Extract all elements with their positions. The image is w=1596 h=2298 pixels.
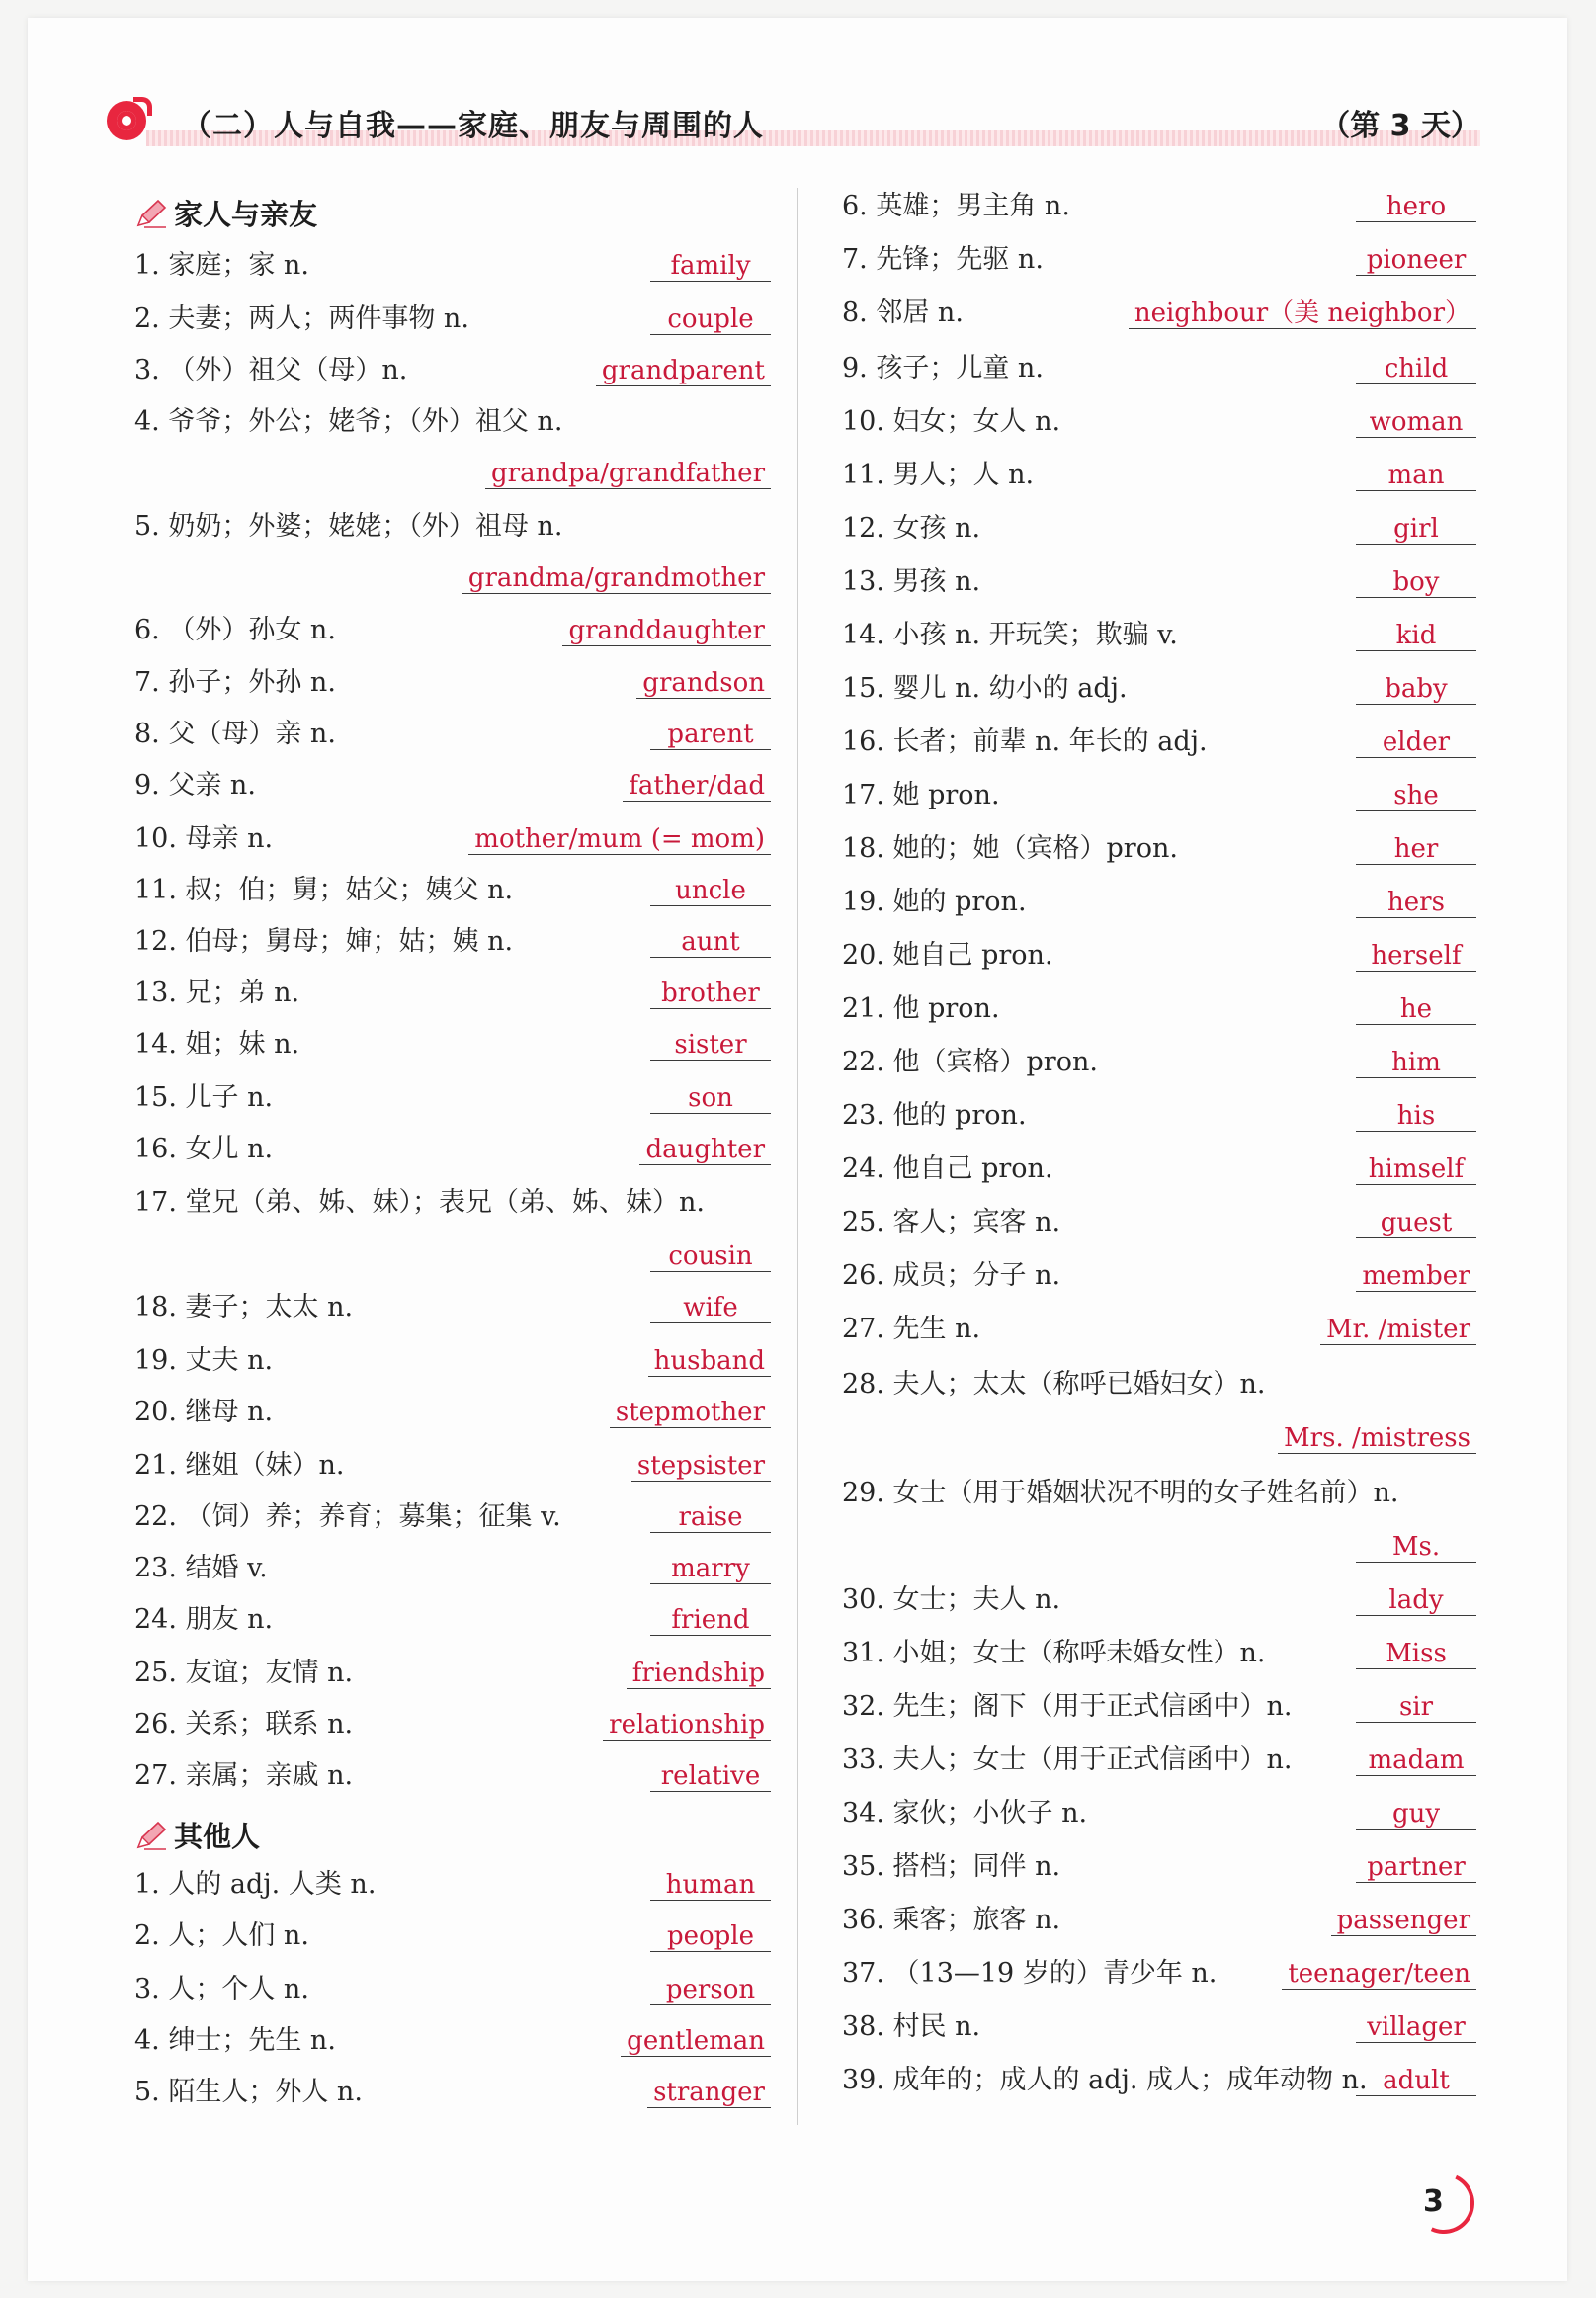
- item-answer: pioneer: [1356, 245, 1476, 276]
- item-answer: her: [1356, 834, 1476, 865]
- list-item: [842, 1368, 1494, 1453]
- item-answer: neighbour（美 neighbor）: [1129, 298, 1476, 329]
- list-item: [842, 1850, 1494, 1884]
- list-item: [842, 405, 1494, 439]
- item-answer: daughter: [639, 1135, 771, 1165]
- item-answer: marry: [650, 1554, 771, 1584]
- list-item: [134, 1291, 787, 1324]
- day-label: （第 3 天）: [1320, 109, 1480, 143]
- list-item: [134, 1919, 787, 1953]
- item-prompt: 38. 村民 n.: [842, 2011, 981, 2042]
- list-item: [134, 1186, 787, 1271]
- item-answer: friend: [650, 1605, 771, 1636]
- list-item: [134, 1396, 787, 1429]
- item-answer: wife: [650, 1293, 771, 1323]
- item-answer: guest: [1356, 1208, 1476, 1238]
- item-prompt: 13. 男孩 n.: [842, 566, 981, 597]
- item-answer: brother: [650, 979, 771, 1009]
- item-prompt: 17. 她 pron.: [842, 780, 1000, 810]
- item-prompt: 7. 先锋；先驱 n.: [842, 244, 1044, 275]
- section-heading-label: 家人与亲友: [174, 198, 318, 231]
- item-answer: aunt: [650, 927, 771, 958]
- list-item: [842, 190, 1494, 223]
- item-prompt: 6. （外）孙女 n.: [134, 615, 336, 645]
- item-answer: uncle: [650, 876, 771, 906]
- item-prompt: 4. 爷爷；外公；姥爷；（外）祖父 n.: [134, 406, 563, 437]
- section-heading-family: [134, 193, 317, 233]
- item-answer: Mrs. /mistress: [1278, 1423, 1476, 1454]
- item-answer: gentleman: [621, 2026, 771, 2057]
- list-item: [134, 405, 787, 488]
- list-item: [842, 1152, 1494, 1186]
- item-prompt: 12. 伯母；舅母；婶；姑；姨 n.: [134, 926, 514, 957]
- item-answer: husband: [648, 1346, 771, 1377]
- list-item: [134, 1028, 787, 1062]
- item-answer: relative: [650, 1761, 771, 1792]
- list-item: [842, 565, 1494, 599]
- list-item: [134, 510, 787, 593]
- item-answer: hers: [1356, 888, 1476, 918]
- item-answer: kid: [1356, 621, 1476, 651]
- list-item: [134, 1973, 787, 2006]
- item-answer: people: [650, 1921, 771, 1952]
- item-prompt: 16. 长者；前辈 n. 年长的 adj.: [842, 726, 1208, 757]
- item-prompt: 32. 先生；阁下（用于正式信函中）n.: [842, 1691, 1293, 1722]
- item-answer: madam: [1356, 1745, 1476, 1776]
- item-prompt: 11. 叔；伯；舅；姑父；姨父 n.: [134, 875, 514, 905]
- item-prompt: 18. 她的；她（宾格）pron.: [842, 833, 1178, 864]
- item-prompt: 22. 他（宾格）pron.: [842, 1047, 1098, 1077]
- item-answer: sister: [650, 1030, 771, 1061]
- list-item: [134, 1759, 787, 1793]
- item-prompt: 14. 小孩 n. 开玩笑；欺骗 v.: [842, 620, 1178, 650]
- list-item: [134, 1603, 787, 1637]
- item-answer: herself: [1356, 941, 1476, 972]
- item-prompt: 5. 陌生人；外人 n.: [134, 2077, 363, 2107]
- list-item: [134, 1868, 787, 1902]
- item-answer: boy: [1356, 567, 1476, 598]
- item-prompt: 15. 儿子 n.: [134, 1082, 274, 1113]
- item-prompt: 11. 男人；人 n.: [842, 460, 1035, 490]
- item-answer: stepmother: [610, 1398, 771, 1428]
- item-prompt: 21. 继姐（妹）n.: [134, 1450, 345, 1481]
- item-answer: child: [1356, 354, 1476, 384]
- list-item: [842, 725, 1494, 759]
- item-prompt: 12. 女孩 n.: [842, 513, 981, 544]
- list-item: [842, 2064, 1494, 2097]
- item-prompt: 8. 邻居 n.: [842, 298, 964, 328]
- item-answer: member: [1356, 1261, 1476, 1292]
- item-prompt: 23. 他的 pron.: [842, 1100, 1027, 1131]
- item-prompt: 20. 继母 n.: [134, 1397, 274, 1427]
- list-item: [842, 1477, 1494, 1562]
- item-prompt: 36. 乘客；旅客 n.: [842, 1905, 1061, 1935]
- list-item: [842, 1957, 1494, 1991]
- item-answer: human: [650, 1870, 771, 1901]
- item-prompt: 33. 夫人；女士（用于正式信函中）n.: [842, 1745, 1293, 1775]
- item-prompt: 20. 她自己 pron.: [842, 940, 1053, 971]
- item-answer: sir: [1356, 1692, 1476, 1723]
- list-item: [842, 939, 1494, 973]
- item-answer: cousin: [650, 1241, 771, 1272]
- item-answer: raise: [650, 1502, 771, 1533]
- item-answer: grandpa/grandfather: [485, 459, 771, 489]
- list-item: [842, 832, 1494, 866]
- list-item: [134, 822, 787, 856]
- item-answer: family: [650, 251, 771, 282]
- item-answer: villager: [1356, 2012, 1476, 2043]
- item-prompt: 4. 绅士；先生 n.: [134, 2025, 336, 2056]
- item-answer: partner: [1356, 1852, 1476, 1883]
- item-answer: lady: [1356, 1585, 1476, 1616]
- item-answer: grandparent: [596, 356, 771, 386]
- item-answer: granddaughter: [562, 616, 771, 646]
- pencil-icon: [134, 1820, 168, 1851]
- item-prompt: 6. 英雄；男主角 n.: [842, 191, 1070, 221]
- item-answer: hero: [1356, 192, 1476, 222]
- list-item: [134, 874, 787, 907]
- item-prompt: 3. 人；个人 n.: [134, 1974, 309, 2004]
- item-prompt: 31. 小姐；女士（称呼未婚女性）n.: [842, 1638, 1266, 1668]
- item-prompt: 35. 搭档；同伴 n.: [842, 1851, 1061, 1882]
- list-item: [842, 1744, 1494, 1777]
- item-prompt: 8. 父（母）亲 n.: [134, 719, 336, 749]
- item-answer: stranger: [647, 2078, 771, 2108]
- item-answer: himself: [1356, 1154, 1476, 1185]
- item-answer: mother/mum (= mom): [468, 824, 771, 855]
- item-prompt: 27. 亲属；亲戚 n.: [134, 1760, 354, 1791]
- item-prompt: 27. 先生 n.: [842, 1314, 981, 1344]
- item-prompt: 39. 成年的；成人的 adj. 成人；成年动物 n.: [842, 2065, 1368, 2095]
- list-item: [134, 1344, 787, 1378]
- item-answer: Miss: [1356, 1639, 1476, 1669]
- item-prompt: 17. 堂兄（弟、姊、妹）；表兄（弟、姊、妹）n.: [134, 1187, 705, 1218]
- item-answer: elder: [1356, 727, 1476, 758]
- list-item: [842, 512, 1494, 546]
- list-item: [134, 1708, 787, 1742]
- item-prompt: 19. 丈夫 n.: [134, 1345, 274, 1376]
- item-prompt: 34. 家伙；小伙子 n.: [842, 1798, 1088, 1829]
- item-prompt: 14. 姐；妹 n.: [134, 1029, 300, 1060]
- list-item: [134, 614, 787, 647]
- item-prompt: 2. 夫妻；两人；两件事物 n.: [134, 303, 469, 334]
- list-item: [134, 666, 787, 700]
- item-answer: Mr. /mister: [1320, 1315, 1476, 1345]
- list-item: [842, 1690, 1494, 1724]
- item-answer: grandma/grandmother: [462, 563, 771, 594]
- list-item: [842, 1206, 1494, 1239]
- item-prompt: 5. 奶奶；外婆；姥姥；（外）祖母 n.: [134, 511, 563, 542]
- list-item: [842, 886, 1494, 919]
- list-item: [134, 302, 787, 336]
- item-prompt: 7. 孙子；外孙 n.: [134, 667, 336, 698]
- list-item: [842, 297, 1494, 330]
- item-prompt: 21. 他 pron.: [842, 993, 1000, 1024]
- item-prompt: 15. 婴儿 n. 幼小的 adj.: [842, 673, 1128, 704]
- item-answer: person: [650, 1975, 771, 2005]
- list-item: [134, 1133, 787, 1166]
- list-item: [134, 925, 787, 959]
- list-item: [842, 1904, 1494, 1937]
- list-item: [134, 2024, 787, 2058]
- item-prompt: 30. 女士；夫人 n.: [842, 1584, 1061, 1615]
- list-item: [842, 352, 1494, 385]
- item-answer: woman: [1356, 407, 1476, 438]
- item-prompt: 9. 孩子；儿童 n.: [842, 353, 1044, 383]
- item-prompt: 37. （13—19 岁的）青少年 n.: [842, 1958, 1218, 1989]
- page-number: 3: [1423, 2184, 1444, 2219]
- item-prompt: 1. 家庭；家 n.: [134, 250, 309, 281]
- item-prompt: 23. 结婚 v.: [134, 1553, 268, 1583]
- item-answer: son: [650, 1083, 771, 1114]
- item-prompt: 29. 女士（用于婚姻状况不明的女子姓名前）n.: [842, 1478, 1399, 1508]
- item-answer: couple: [650, 304, 771, 335]
- list-item: [134, 977, 787, 1010]
- list-item: [842, 2010, 1494, 2044]
- item-prompt: 3. （外）祖父（母）n.: [134, 355, 408, 385]
- list-item: [842, 1637, 1494, 1670]
- item-answer: she: [1356, 781, 1476, 811]
- item-prompt: 19. 她的 pron.: [842, 887, 1027, 917]
- list-item: [134, 2076, 787, 2109]
- list-item: [134, 1657, 787, 1690]
- item-answer: girl: [1356, 514, 1476, 545]
- item-answer: stepsister: [631, 1451, 771, 1482]
- item-answer: baby: [1356, 674, 1476, 705]
- list-item: [842, 1099, 1494, 1133]
- section-heading-label: 其他人: [174, 1820, 261, 1853]
- section-heading-others: [134, 1815, 260, 1855]
- item-answer: father/dad: [623, 771, 771, 802]
- item-prompt: 2. 人；人们 n.: [134, 1920, 309, 1951]
- item-answer: parent: [650, 720, 771, 750]
- item-prompt: 24. 朋友 n.: [134, 1604, 274, 1635]
- list-item: [842, 1583, 1494, 1617]
- list-item: [842, 1313, 1494, 1346]
- item-prompt: 22. （饲）养；养育；募集；征集 v.: [134, 1501, 561, 1532]
- header-title: （二）人与自我——家庭、朋友与周围的人: [182, 109, 764, 143]
- item-prompt: 25. 友谊；友情 n.: [134, 1658, 354, 1688]
- list-item: [134, 718, 787, 751]
- list-item: [134, 1449, 787, 1483]
- item-answer: guy: [1356, 1799, 1476, 1830]
- item-prompt: 24. 他自己 pron.: [842, 1153, 1053, 1184]
- list-item: [842, 243, 1494, 277]
- list-item: [842, 672, 1494, 706]
- item-prompt: 13. 兄；弟 n.: [134, 978, 300, 1008]
- item-prompt: 9. 父亲 n.: [134, 770, 256, 801]
- item-prompt: 26. 成员；分子 n.: [842, 1260, 1061, 1291]
- list-item: [842, 1046, 1494, 1079]
- item-prompt: 18. 妻子；太太 n.: [134, 1292, 354, 1322]
- target-logo-icon: [107, 101, 146, 140]
- item-prompt: 1. 人的 adj. 人类 n.: [134, 1869, 377, 1900]
- item-answer: passenger: [1331, 1906, 1476, 1936]
- item-answer: friendship: [627, 1659, 771, 1689]
- item-prompt: 26. 关系；联系 n.: [134, 1709, 354, 1740]
- item-answer: adult: [1356, 2066, 1476, 2096]
- item-answer: relationship: [603, 1710, 771, 1741]
- list-item: [842, 779, 1494, 812]
- list-item: [134, 1500, 787, 1534]
- list-item: [842, 1259, 1494, 1293]
- list-item: [134, 769, 787, 803]
- item-answer: Ms.: [1356, 1532, 1476, 1563]
- item-answer: man: [1356, 461, 1476, 491]
- list-item: [842, 459, 1494, 492]
- item-answer: teenager/teen: [1282, 1959, 1476, 1990]
- list-item: [842, 1797, 1494, 1830]
- list-item: [134, 1081, 787, 1115]
- item-prompt: 10. 母亲 n.: [134, 823, 274, 854]
- item-answer: him: [1356, 1048, 1476, 1078]
- item-prompt: 16. 女儿 n.: [134, 1134, 274, 1164]
- pencil-icon: [134, 198, 168, 229]
- item-prompt: 28. 夫人；太太（称呼已婚妇女）n.: [842, 1369, 1266, 1400]
- item-answer: grandson: [636, 668, 771, 699]
- list-item: [134, 354, 787, 387]
- item-answer: his: [1356, 1101, 1476, 1132]
- item-prompt: 10. 妇女；女人 n.: [842, 406, 1061, 437]
- column-divider: [797, 188, 798, 2125]
- page-header: [107, 101, 1480, 146]
- list-item: [842, 619, 1494, 652]
- list-item: [134, 1552, 787, 1585]
- list-item: [842, 992, 1494, 1026]
- list-item: [134, 249, 787, 283]
- item-prompt: 25. 客人；宾客 n.: [842, 1207, 1061, 1237]
- item-answer: he: [1356, 994, 1476, 1025]
